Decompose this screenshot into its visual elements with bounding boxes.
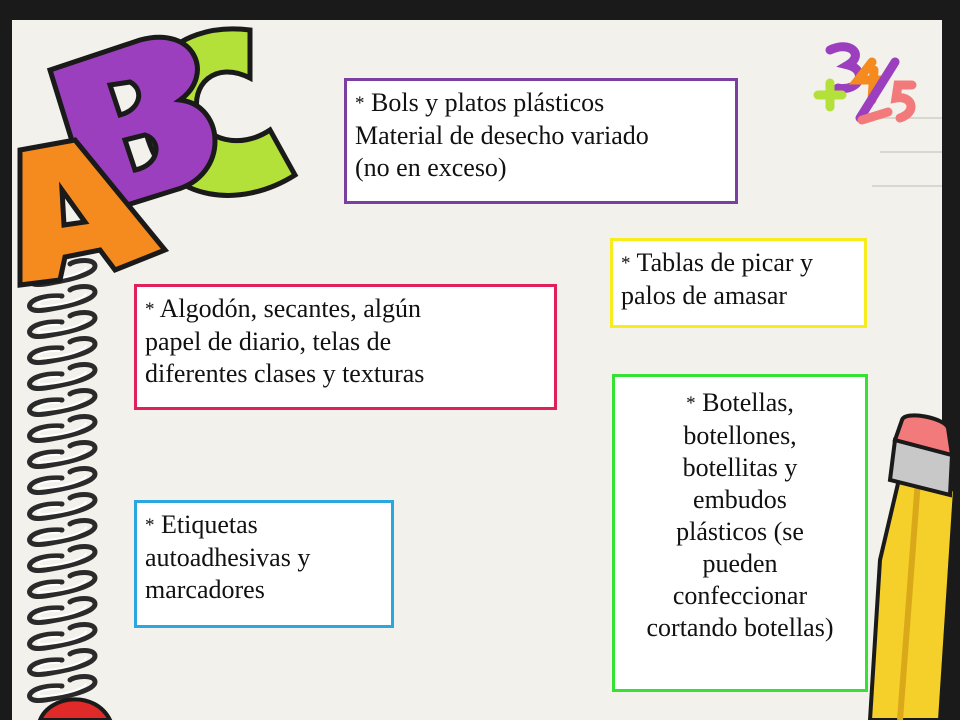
spiral-ring xyxy=(30,547,95,571)
note-botellas-line-3: botellitas y xyxy=(682,453,798,482)
note-algodon xyxy=(134,284,557,410)
ruled-lines xyxy=(872,118,942,186)
note-etiquetas-text-1: Etiquetas xyxy=(161,510,258,539)
note-tablas-text-1: Tablas de picar y xyxy=(636,248,814,277)
note-etiquetas-line-1 xyxy=(145,509,383,542)
note-algodon-line-3: diferentes clases y texturas xyxy=(145,359,425,388)
spiral-ring xyxy=(30,469,95,493)
spiral-binding-icon xyxy=(30,261,95,701)
note-etiquetas-line-2: autoadhesivas y xyxy=(145,543,311,572)
bullet-star: * xyxy=(686,393,696,414)
note-bols-text-1: Bols y platos plásticos xyxy=(371,88,605,117)
red-decoration-icon xyxy=(40,699,110,720)
note-algodon-line-2: papel de diario, telas de xyxy=(145,327,392,356)
abc-letters-icon xyxy=(20,29,295,285)
spiral-ring xyxy=(30,417,95,441)
note-etiquetas-line-3: marcadores xyxy=(145,575,265,604)
bullet-star: * xyxy=(145,515,155,536)
note-bols-line-2: Material de desecho variado xyxy=(355,121,649,150)
note-tablas-line-2: palos de amasar xyxy=(621,281,788,310)
note-tablas-line-1 xyxy=(621,247,856,280)
spiral-ring xyxy=(30,495,95,519)
note-algodon-text-1: Algodón, secantes, algún xyxy=(159,294,421,323)
note-algodon-line-1 xyxy=(145,293,546,326)
note-bols-line-1 xyxy=(355,87,727,120)
bullet-star: * xyxy=(355,93,365,114)
spiral-ring xyxy=(30,599,95,623)
spiral-ring xyxy=(30,365,95,389)
note-botellas-line-4: embudos xyxy=(693,485,787,514)
note-botellas-line-2: botellones, xyxy=(683,421,797,450)
note-botellas-text-1: Botellas, xyxy=(702,388,794,417)
spiral-ring xyxy=(30,625,95,649)
bullet-star: * xyxy=(145,299,155,320)
note-bols xyxy=(344,78,738,204)
note-bols-line-3: (no en exceso) xyxy=(355,153,507,182)
note-botellas-line-6: pueden xyxy=(702,549,778,578)
note-botellas-line-8: cortando botellas) xyxy=(646,613,834,642)
note-botellas xyxy=(612,374,868,692)
bullet-star: * xyxy=(621,253,631,274)
note-etiquetas xyxy=(134,500,394,628)
numbers-decoration-icon xyxy=(818,47,912,120)
spiral-ring xyxy=(30,677,95,701)
spiral-ring xyxy=(30,287,95,311)
pencil-icon xyxy=(870,415,955,720)
spiral-ring xyxy=(30,443,95,467)
note-botellas-line-7: confeccionar xyxy=(672,581,808,610)
note-tablas xyxy=(610,238,867,328)
note-botellas-line-1 xyxy=(623,387,857,420)
note-botellas-line-5: plásticos (se xyxy=(676,517,804,546)
spiral-ring xyxy=(30,651,95,675)
spiral-ring xyxy=(30,521,95,545)
spiral-ring xyxy=(30,391,95,415)
spiral-ring xyxy=(30,573,95,597)
spiral-ring xyxy=(30,313,95,337)
spiral-ring xyxy=(30,339,95,363)
